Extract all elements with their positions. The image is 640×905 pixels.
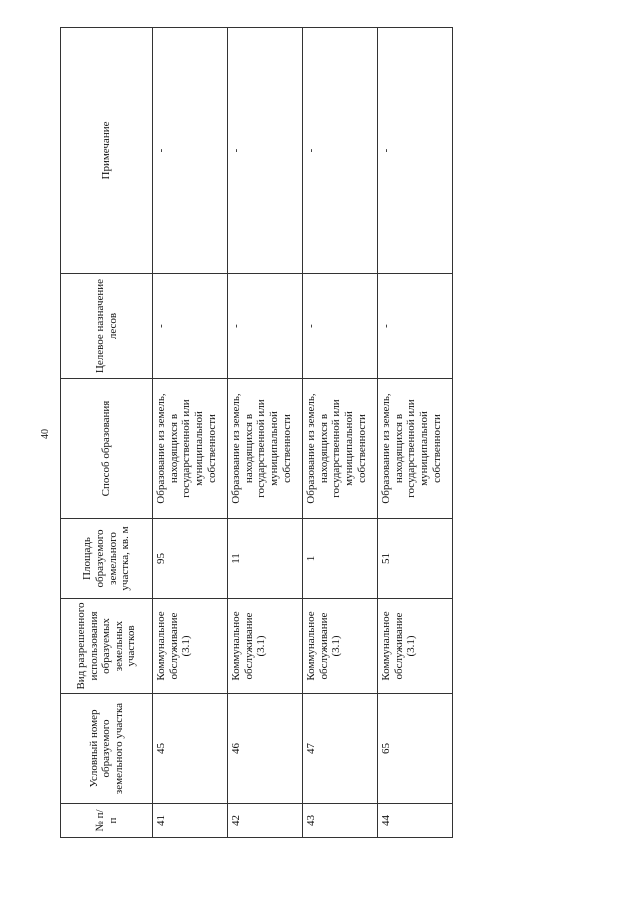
- cell-permitted-use: Коммунальное обслуживание (3.1): [303, 599, 378, 694]
- header-area: Площадь образуемого земельного участка, кв. м: [61, 519, 153, 599]
- cell-area: 1: [303, 519, 378, 599]
- cell-note: -: [228, 28, 303, 274]
- header-permitted-use: Вид разрешенного использования образуемых земельных участков: [61, 599, 153, 694]
- cell-number: 42: [228, 804, 303, 838]
- table-row: [228, 28, 303, 838]
- header-number: № п/п: [61, 804, 153, 838]
- cell-number: 41: [153, 804, 228, 838]
- land-plots-table: [60, 27, 453, 838]
- table-row: [153, 28, 228, 838]
- cell-permitted-use: Коммунальное обслуживание (3.1): [228, 599, 303, 694]
- cell-plot-id: 47: [303, 694, 378, 804]
- cell-plot-id: 46: [228, 694, 303, 804]
- cell-formation-method: Образование из земель, находящихся в государственной или муниципальной собственности: [303, 379, 378, 519]
- page-number: 40: [40, 429, 51, 439]
- header-plot-id: Условный номер образуемого земельного участка: [61, 694, 153, 804]
- cell-number: 44: [378, 804, 453, 838]
- cell-area: 51: [378, 519, 453, 599]
- cell-formation-method: Образование из земель, находящихся в государственной или муниципальной собственности: [378, 379, 453, 519]
- rotated-table-frame: [60, 28, 452, 838]
- table-row: [303, 28, 378, 838]
- cell-area: 11: [228, 519, 303, 599]
- cell-permitted-use: Коммунальное обслуживание (3.1): [153, 599, 228, 694]
- cell-formation-method: Образование из земель, находящихся в государственной или муниципальной собственности: [228, 379, 303, 519]
- cell-note: -: [303, 28, 378, 274]
- header-note: Примечание: [61, 28, 153, 274]
- table-container: [60, 28, 452, 838]
- cell-plot-id: 45: [153, 694, 228, 804]
- cell-plot-id: 65: [378, 694, 453, 804]
- cell-note: -: [378, 28, 453, 274]
- cell-forest-purpose: -: [303, 274, 378, 379]
- cell-area: 95: [153, 519, 228, 599]
- cell-forest-purpose: -: [228, 274, 303, 379]
- header-forest-purpose: Целевое назначение лесов: [61, 274, 153, 379]
- cell-note: -: [153, 28, 228, 274]
- cell-formation-method: Образование из земель, находящихся в государственной или муниципальной собственности: [153, 379, 228, 519]
- table-header-row: [61, 28, 153, 838]
- cell-permitted-use: Коммунальное обслуживание (3.1): [378, 599, 453, 694]
- cell-forest-purpose: -: [378, 274, 453, 379]
- header-formation-method: Способ образования: [61, 379, 153, 519]
- cell-forest-purpose: -: [153, 274, 228, 379]
- table-row: [378, 28, 453, 838]
- cell-number: 43: [303, 804, 378, 838]
